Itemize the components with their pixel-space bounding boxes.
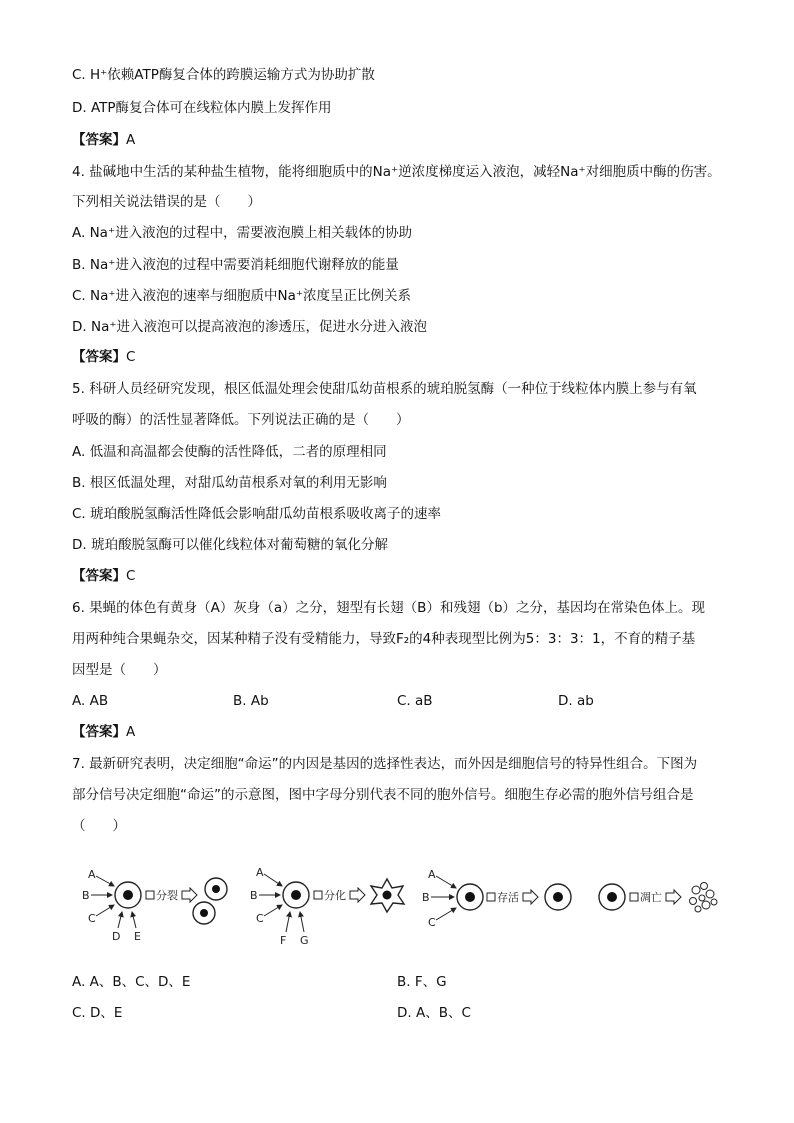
signal-label: A — [88, 868, 96, 881]
q6-answer — [72, 723, 135, 741]
process-label: 分裂 — [156, 889, 178, 902]
q4-stem-line-2: 下列相关说法错误的是（ ） — [72, 194, 261, 210]
signal-label: B — [82, 889, 90, 902]
q7-stem-line-2: 部分信号决定细胞“命运”的示意图，图中字母分别代表不同的胞外信号。细胞生存必需的胞外信号组合是 — [72, 787, 694, 803]
q3-option-d: D. ATP酶复合体可在线粒体内膜上发挥作用 — [72, 100, 332, 116]
q6-stem-line-1: 6. 果蝇的体色有黄身（A）灰身（a）之分，翅型有长翅（B）和残翅（b）之分，基因均在常染色体上。现 — [72, 600, 706, 616]
q5-stem-line-1: 5. 科研人员经研究发现，根区低温处理会使甜瓜幼苗根系的琥珀脱氢酶（一种位于线粒体内膜上参与有氧 — [72, 381, 697, 397]
answer-label: 【答案】 — [72, 349, 126, 365]
q5-option-d: D. 琥珀酸脱氢酶可以催化线粒体对葡萄糖的氧化分解 — [72, 537, 388, 553]
signal-label: B — [422, 891, 430, 904]
panel-division — [82, 868, 227, 943]
panel-apoptosis — [599, 883, 717, 913]
answer-label: 【答案】 — [72, 724, 126, 740]
signal-label: B — [250, 889, 258, 902]
q5-option-a: A. 低温和高温都会使酶的活性降低，二者的原理相同 — [72, 444, 387, 460]
answer-value: C — [126, 568, 136, 584]
signal-label: C — [88, 912, 96, 925]
q6-stem-line-3: 因型是（ ） — [72, 662, 167, 678]
q7-option-c: C. D、E — [72, 1005, 123, 1021]
q6-option-b: B. Ab — [233, 693, 269, 709]
q7-stem-line-3: （ ） — [72, 818, 126, 834]
answer-value: A — [126, 724, 136, 740]
q7-option-a: A. A、B、C、D、E — [72, 974, 191, 990]
q4-option-d: D. Na⁺进入液泡可以提高液泡的渗透压，促进水分进入液泡 — [72, 319, 427, 335]
q6-option-a: A. AB — [72, 693, 109, 709]
q3-option-c: C. H⁺依赖ATP酶复合体的跨膜运输方式为协助扩散 — [72, 67, 375, 83]
q4-stem-line-1: 4. 盐碱地中生活的某种盐生植物，能将细胞质中的Na⁺逆浓度梯度运入液泡，减轻Na⁺对细胞质中酶的伤害。 — [72, 164, 721, 180]
signal-label: D — [112, 930, 121, 943]
signal-label: C — [256, 912, 264, 925]
q3-answer — [72, 131, 135, 149]
answer-value: A — [126, 132, 136, 148]
signal-label: G — [300, 934, 309, 947]
q5-option-c: C. 琥珀酸脱氢酶活性降低会影响甜瓜幼苗根系吸收离子的速率 — [72, 506, 442, 522]
q7-option-b: B. F、G — [397, 974, 447, 990]
signal-label: A — [256, 866, 264, 879]
panel-survival — [422, 868, 571, 929]
answer-label: 【答案】 — [72, 132, 126, 148]
q6-stem-line-2: 用两种纯合果蝇杂交，因某种精子没有受精能力，导致F₂的4种表现型比例为5：3：3：1，不育的精子基 — [72, 631, 696, 647]
signal-label: F — [280, 934, 287, 947]
answer-value: C — [126, 349, 136, 365]
q6-option-d: D. ab — [558, 693, 594, 709]
process-label: 凋亡 — [640, 891, 662, 904]
panel-differentiation — [250, 866, 404, 947]
signal-label: E — [134, 930, 141, 943]
q4-option-b: B. Na⁺进入液泡的过程中需要消耗细胞代谢释放的能量 — [72, 257, 399, 273]
process-label: 分化 — [324, 889, 346, 902]
q4-answer — [72, 348, 135, 366]
q7-option-d: D. A、B、C — [397, 1005, 471, 1021]
q5-option-b: B. 根区低温处理，对甜瓜幼苗根系对氧的利用无影响 — [72, 475, 387, 491]
signal-label: C — [428, 916, 436, 929]
process-label: 存活 — [497, 891, 519, 904]
q4-option-a: A. Na⁺进入液泡的过程中，需要液泡膜上相关载体的协助 — [72, 225, 413, 241]
q7-stem-line-1: 7. 最新研究表明，决定细胞“命运”的内因是基因的选择性表达，而外因是细胞信号的特异性组合。下图为 — [72, 756, 698, 772]
q5-stem-line-2: 呼吸的酶）的活性显著降低。下列说法正确的是（ ） — [72, 412, 410, 428]
cell-fate-diagram — [74, 852, 734, 952]
q6-option-c: C. aB — [397, 693, 433, 709]
apoptotic-fragments-icon — [690, 883, 718, 913]
signal-label: A — [428, 868, 436, 881]
q4-option-c: C. Na⁺进入液泡的速率与细胞质中Na⁺浓度呈正比例关系 — [72, 288, 412, 304]
answer-label: 【答案】 — [72, 568, 126, 584]
q5-answer — [72, 567, 135, 585]
